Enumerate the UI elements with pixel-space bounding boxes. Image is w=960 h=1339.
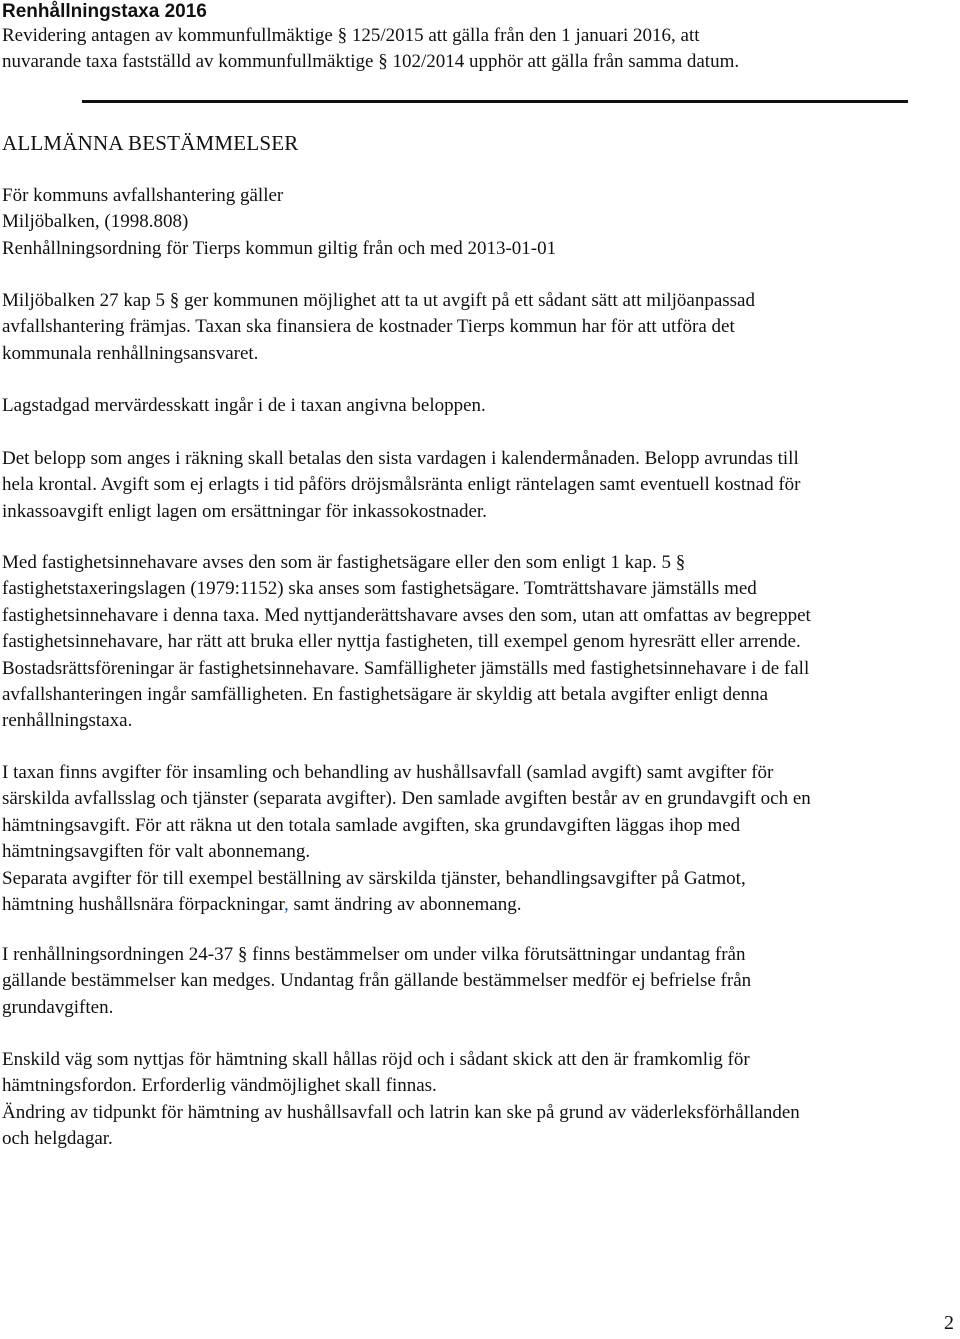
text-line: För kommuns avfallshantering gäller xyxy=(2,185,284,206)
text-line: avfallshantering främjas. Taxan ska finansiera de kostnader Tierps kommun har för att utföra det xyxy=(2,316,735,338)
document-title: Renhållningstaxa 2016 xyxy=(2,1,207,22)
page-number: 2 xyxy=(944,1312,954,1334)
text-line: Det belopp som anges i räkning skall betalas den sista vardagen i kalendermånaden. Belopp avrundas till xyxy=(2,448,799,469)
intro-text xyxy=(2,23,950,76)
exceptions-paragraph xyxy=(2,942,954,1021)
horizontal-divider xyxy=(82,100,908,103)
section-heading: ALLMÄNNA BESTÄMMELSER xyxy=(2,131,299,155)
text-line: särskilda avfallsslag och tjänster (separata avgifter). Den samlade avgiften består av en grundavgift och en xyxy=(2,788,811,810)
text-line: Renhållningsordning för Tierps kommun giltig från och med 2013-01-01 xyxy=(2,237,557,259)
text-line: Enskild väg som nyttjas för hämtning skall hållas röjd och i sådant skick att den är framkomlig för xyxy=(2,1049,750,1070)
applicable-regulations-paragraph xyxy=(2,183,954,262)
intro-line: nuvarande taxa fastställd av kommunfullmäktige § 102/2014 upphör att gälla från samma datum. xyxy=(2,51,740,73)
payment-paragraph xyxy=(2,446,954,525)
text-line: Miljöbalken, (1998.808) xyxy=(2,211,189,233)
text-line: grundavgiften. xyxy=(2,996,114,1018)
text-line: hämtningsavgiften för valt abonnemang. xyxy=(2,841,311,863)
text-line: Ändring av tidpunkt för hämtning av hushållsavfall och latrin kan ske på grund av väderleksförhållanden xyxy=(2,1101,800,1123)
text-line: I taxan finns avgifter för insamling och behandling av hushållsavfall (samlad avgift) samt avgifter för xyxy=(2,762,774,783)
text-segment: hämtning hushållsnära förpackningar xyxy=(2,894,285,916)
text-line xyxy=(2,892,954,918)
text-line: fastighetsinnehavare i denna taxa. Med nyttjanderättshavare avses den som, utan att omfattas av begreppet xyxy=(2,604,811,626)
text-line: och helgdagar. xyxy=(2,1128,113,1150)
private-road-paragraph xyxy=(2,1047,954,1153)
text-line: renhållningstaxa. xyxy=(2,710,133,732)
text-line: Separata avgifter för till exempel beställning av särskilda tjänster, behandlingsavgifter på Gatmot, xyxy=(2,867,746,889)
text-line: I renhållningsordningen 24-37 § finns bestämmelser om under vilka förutsättningar undantag från xyxy=(2,944,746,965)
law-paragraph xyxy=(2,288,954,367)
text-line: fastighetsinnehavare, har rätt att bruka eller nyttja fastigheten, till exempel genom hyresrätt eller arrende. xyxy=(2,631,801,653)
text-line: Lagstadgad mervärdesskatt ingår i de i taxan angivna beloppen. xyxy=(2,395,486,416)
fees-paragraph xyxy=(2,760,954,918)
text-segment: , xyxy=(284,894,289,916)
vat-paragraph xyxy=(2,393,954,419)
text-line: hämtningsfordon. Erforderlig vändmöjlighet skall finnas. xyxy=(2,1075,437,1097)
text-line: inkassoavgift enligt lagen om ersättningar för inkassokostnader. xyxy=(2,500,487,522)
intro-line: Revidering antagen av kommunfullmäktige § 125/2015 att gälla från den 1 januari 2016, att xyxy=(2,25,700,46)
text-line: hämtningsavgift. För att räkna ut den totala samlade avgiften, ska grundavgiften läggas ihop med xyxy=(2,814,741,836)
text-line: Bostadsrättsföreningar är fastighetsinnehavare. Samfälligheter jämställs med fastighetsinnehavare i de fall xyxy=(2,657,810,679)
text-line: gällande bestämmelser kan medges. Undantag från gällande bestämmelser medför ej befrielse från xyxy=(2,970,752,992)
text-segment: samt ändring av abonnemang. xyxy=(288,894,522,916)
text-line: kommunala renhållningsansvaret. xyxy=(2,342,259,364)
text-line: avfallshanteringen ingår samfälligheten. En fastighetsägare är skyldig att betala avgifter enligt denna xyxy=(2,684,769,706)
property-owner-paragraph xyxy=(2,550,954,735)
text-line: fastighetstaxeringslagen (1979:1152) ska anses som fastighetsägare. Tomträttshavare jämställs med xyxy=(2,578,757,600)
text-line: Miljöbalken 27 kap 5 § ger kommunen möjlighet att ta ut avgift på ett sådant sätt att miljöanpassad xyxy=(2,290,755,311)
text-line: hela krontal. Avgift som ej erlagts i tid påförs dröjsmålsränta enligt räntelagen samt eventuell kostnad för xyxy=(2,474,801,496)
text-line: Med fastighetsinnehavare avses den som är fastighetsägare eller den som enligt 1 kap. 5 § xyxy=(2,552,686,573)
